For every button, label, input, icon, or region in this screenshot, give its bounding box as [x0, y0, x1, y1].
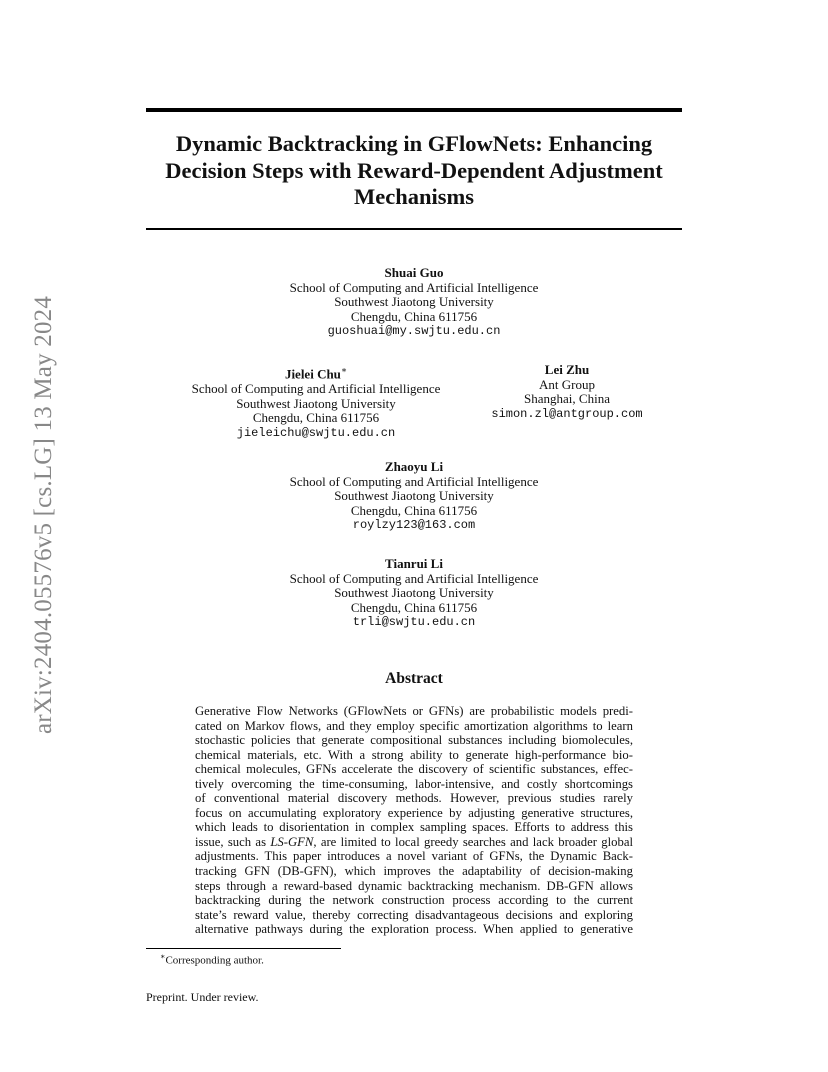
abstract-line: which leads to disorientation in complex sampling spaces. Efforts to address this — [195, 820, 633, 835]
author-block — [214, 460, 614, 533]
footnote-text: Corresponding author. — [165, 954, 264, 967]
arxiv-identifier: arXiv:2404.05576v5 [cs.LG] 13 May 2024 — [30, 295, 57, 735]
title-line: Mechanisms — [354, 184, 474, 209]
author-affiliation: School of Computing and Artificial Intelligence — [289, 570, 539, 586]
author-location: Chengdu, China 611756 — [252, 410, 380, 426]
method-name-emphasis: LS-GFN — [270, 834, 314, 849]
author-name: Jielei Chu — [284, 366, 341, 382]
abstract-line: chemical materials, etc. With a strong ability to generate high-performance bio- — [195, 747, 633, 762]
abstract-line: state’s reward value, thereby correcting disadvantageous decisions and exploring — [195, 907, 633, 922]
author-name-row — [176, 363, 456, 382]
abstract-line: backtracking during the network construction process according to the current — [195, 893, 633, 908]
footnote-rule — [146, 948, 341, 949]
abstract-line: Generative Flow Networks (GFlowNets or GFNs) are probabilistic models predi- — [195, 704, 633, 718]
title-line: Decision Steps with Reward-Dependent Adjustment — [165, 157, 663, 183]
title-bottom-rule — [146, 228, 682, 230]
paper-title — [146, 131, 682, 211]
title-line: Dynamic Backtracking in GFlowNets: Enhancing — [175, 131, 653, 156]
abstract-line: steps through a reward-based dynamic backtracking mechanism. DB-GFN allows — [195, 878, 633, 893]
author-institution: Southwest Jiaotong University — [334, 488, 494, 504]
abstract-line: tively overcoming the time-consuming, labor-intensive, and costly shortcomings — [195, 776, 633, 791]
author-block — [214, 266, 614, 339]
author-location: Shanghai, China — [524, 391, 610, 407]
abstract-body — [195, 704, 633, 937]
author-name: Shuai Guo — [384, 265, 444, 280]
abstract-line: cated on Markov flows, and they employ specific amortization algorithms to learn — [195, 718, 633, 733]
author-affiliation: School of Computing and Artificial Intelligence — [289, 279, 539, 295]
abstract-line: issue, such as LS-GFN, are limited to local greedy searches and lack broader global — [195, 834, 634, 849]
abstract-heading: Abstract — [385, 670, 443, 687]
title-top-rule — [146, 108, 682, 112]
author-affiliation: School of Computing and Artificial Intelligence — [191, 380, 441, 396]
abstract-line: adjustments. This paper introduces a novel variant of GFNs, the Dynamic Back- — [195, 849, 633, 864]
author-block — [176, 363, 456, 440]
author-institution: Southwest Jiaotong University — [334, 294, 494, 310]
abstract-line: of conventional material discovery methods. However, previous studies rarely — [195, 791, 633, 806]
author-name: Tianrui Li — [385, 556, 443, 571]
preprint-notice: Preprint. Under review. — [146, 990, 259, 1004]
abstract-line: chemical molecules, GFNs accelerate the discovery of scientific substances, effec- — [195, 762, 633, 777]
author-name: Zhaoyu Li — [384, 459, 444, 474]
abstract-line: alternative pathways during the exploration process. When applied to generative — [195, 922, 633, 937]
author-block — [214, 557, 614, 630]
footnote-marker: ∗ — [160, 952, 166, 961]
author-email[interactable]: trli@swjtu.edu.cn — [352, 615, 476, 630]
author-location: Chengdu, China 611756 — [350, 599, 478, 615]
footnote — [160, 952, 264, 967]
author-email[interactable]: roylzy123@163.com — [352, 518, 476, 533]
author-location: Chengdu, China 611756 — [350, 308, 478, 324]
author-affiliation: School of Computing and Artificial Intelligence — [289, 473, 539, 489]
author-affiliation: Ant Group — [539, 376, 595, 392]
abstract-line: focus on accumulating exploratory experience by adjusting generative structures, — [195, 805, 633, 820]
abstract-line: tracking GFN (DB-GFN), which improves the adaptability of decision-making — [195, 864, 633, 879]
author-institution: Southwest Jiaotong University — [236, 395, 396, 411]
author-email[interactable]: jieleichu@swjtu.edu.cn — [236, 425, 396, 440]
author-location: Chengdu, China 611756 — [350, 502, 478, 518]
author-institution: Southwest Jiaotong University — [334, 585, 494, 601]
author-email[interactable]: guoshuai@my.swjtu.edu.cn — [327, 324, 501, 339]
footnote-marker: ∗ — [340, 365, 348, 375]
abstract-line: stochastic policies that generate compositional substances including biomolecules, — [195, 733, 633, 748]
author-email[interactable]: simon.zl@antgroup.com — [491, 406, 643, 421]
author-name: Lei Zhu — [544, 362, 590, 377]
author-block — [477, 363, 657, 421]
